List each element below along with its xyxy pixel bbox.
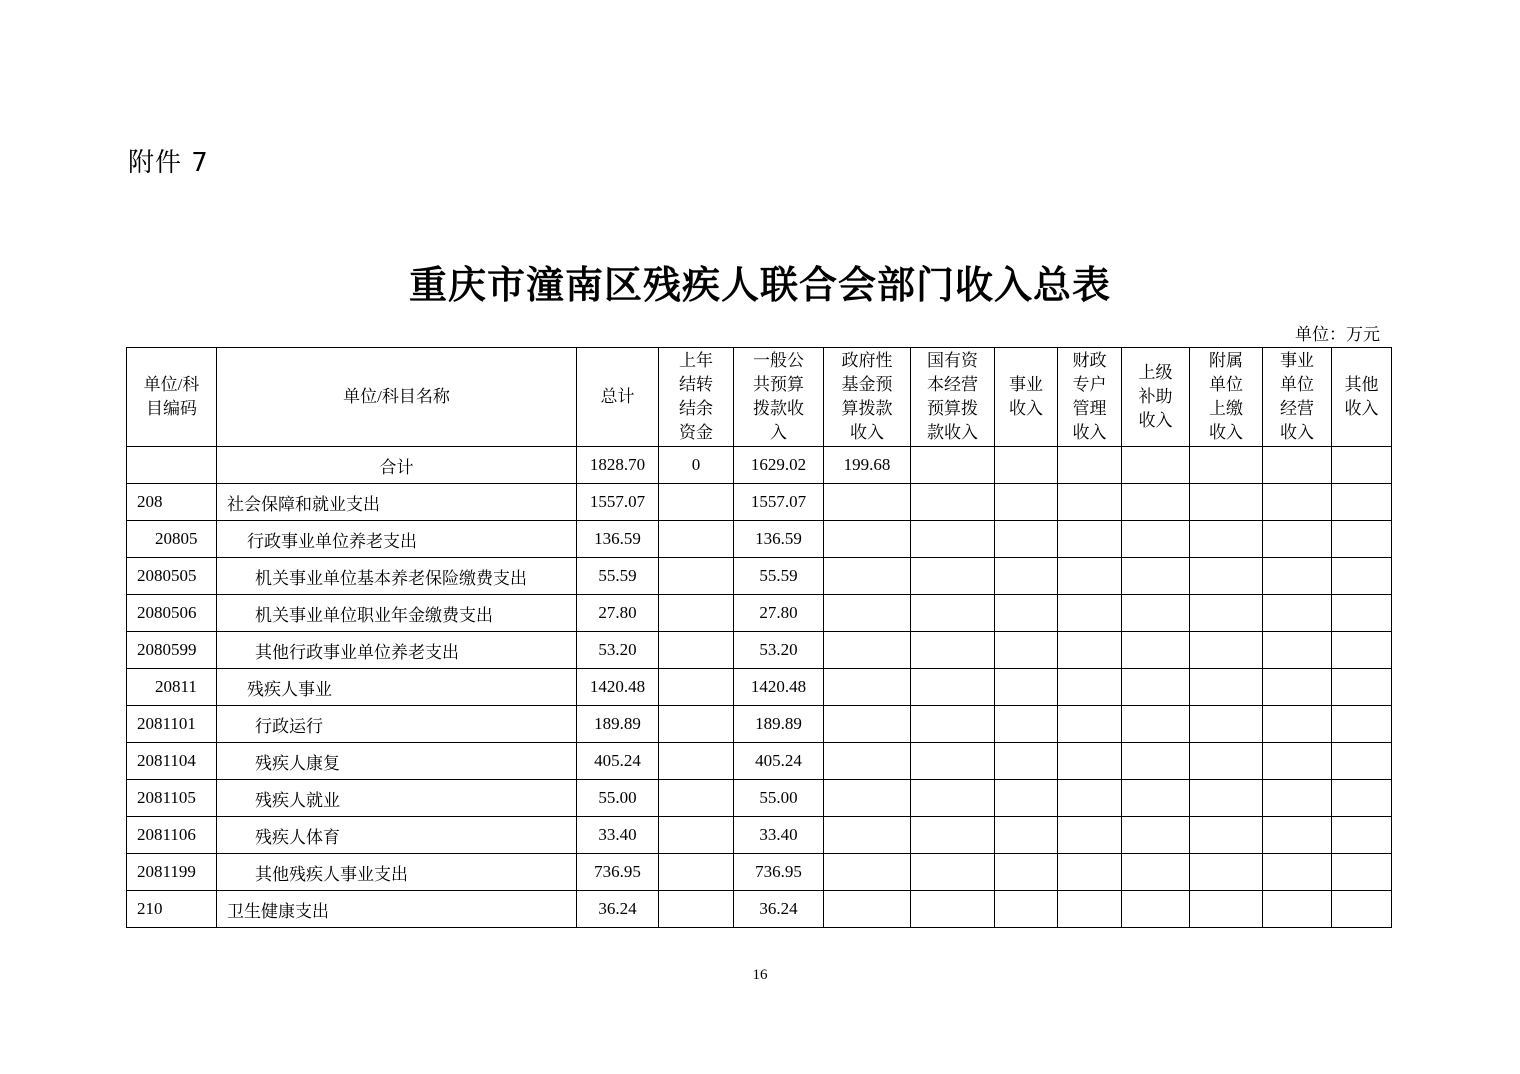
subject-code-cell: 2081104 bbox=[127, 743, 217, 780]
carryover-cell bbox=[659, 706, 734, 743]
other-cell bbox=[1332, 595, 1392, 632]
fiscal-account-cell bbox=[1058, 780, 1122, 817]
other-cell bbox=[1332, 817, 1392, 854]
page-title: 重庆市潼南区残疾人联合会部门收入总表 bbox=[408, 262, 1111, 307]
general-budget-cell: 33.40 bbox=[734, 817, 824, 854]
table-row bbox=[127, 484, 1392, 521]
operating-cell bbox=[1263, 447, 1332, 484]
subject-code-cell: 20805 bbox=[127, 521, 217, 558]
table-row bbox=[127, 891, 1392, 928]
subject-code-cell: 20811 bbox=[127, 669, 217, 706]
other-cell bbox=[1332, 669, 1392, 706]
column-header: 单位/科目名称 bbox=[217, 348, 577, 447]
subject-name-cell: 机关事业单位基本养老保险缴费支出 bbox=[217, 558, 577, 595]
attachment-label: 附件 7 bbox=[128, 148, 209, 178]
fiscal-account-cell bbox=[1058, 743, 1122, 780]
other-cell bbox=[1332, 521, 1392, 558]
subject-name-cell: 残疾人体育 bbox=[217, 817, 577, 854]
table-body bbox=[127, 447, 1392, 928]
operating-cell bbox=[1263, 558, 1332, 595]
state-capital-cell bbox=[911, 521, 995, 558]
gov-fund-cell: 199.68 bbox=[824, 447, 911, 484]
subject-code-cell: 2080505 bbox=[127, 558, 217, 595]
subject-code-cell: 210 bbox=[127, 891, 217, 928]
state-capital-cell bbox=[911, 558, 995, 595]
state-capital-cell bbox=[911, 669, 995, 706]
column-header: 附属 单位 上缴 收入 bbox=[1190, 348, 1263, 447]
fiscal-account-cell bbox=[1058, 817, 1122, 854]
fiscal-account-cell bbox=[1058, 595, 1122, 632]
table-row bbox=[127, 521, 1392, 558]
subject-name-cell: 残疾人就业 bbox=[217, 780, 577, 817]
page-number: 16 bbox=[752, 967, 768, 983]
subject-code-cell: 2081105 bbox=[127, 780, 217, 817]
table-row bbox=[127, 706, 1392, 743]
column-header: 国有资 本经营 预算拨 款收入 bbox=[911, 348, 995, 447]
fiscal-account-cell bbox=[1058, 484, 1122, 521]
column-header: 事业 单位 经营 收入 bbox=[1263, 348, 1332, 447]
general-budget-cell: 55.00 bbox=[734, 780, 824, 817]
fiscal-account-cell bbox=[1058, 669, 1122, 706]
business-income-cell bbox=[995, 521, 1058, 558]
higher-subsidy-cell bbox=[1122, 484, 1190, 521]
affiliated-cell bbox=[1190, 817, 1263, 854]
subject-code-cell: 2081199 bbox=[127, 854, 217, 891]
general-budget-cell: 1629.02 bbox=[734, 447, 824, 484]
state-capital-cell bbox=[911, 706, 995, 743]
general-budget-cell: 27.80 bbox=[734, 595, 824, 632]
carryover-cell bbox=[659, 817, 734, 854]
affiliated-cell bbox=[1190, 743, 1263, 780]
business-income-cell bbox=[995, 632, 1058, 669]
higher-subsidy-cell bbox=[1122, 632, 1190, 669]
subject-code-cell bbox=[127, 447, 217, 484]
column-header: 事业 收入 bbox=[995, 348, 1058, 447]
state-capital-cell bbox=[911, 891, 995, 928]
general-budget-cell: 1420.48 bbox=[734, 669, 824, 706]
gov-fund-cell bbox=[824, 743, 911, 780]
affiliated-cell bbox=[1190, 447, 1263, 484]
affiliated-cell bbox=[1190, 706, 1263, 743]
total-cell: 1828.70 bbox=[577, 447, 659, 484]
carryover-cell bbox=[659, 854, 734, 891]
affiliated-cell bbox=[1190, 669, 1263, 706]
higher-subsidy-cell bbox=[1122, 891, 1190, 928]
operating-cell bbox=[1263, 595, 1332, 632]
header-row bbox=[127, 348, 1392, 447]
table-header bbox=[127, 348, 1392, 447]
operating-cell bbox=[1263, 706, 1332, 743]
operating-cell bbox=[1263, 854, 1332, 891]
state-capital-cell bbox=[911, 484, 995, 521]
general-budget-cell: 136.59 bbox=[734, 521, 824, 558]
state-capital-cell bbox=[911, 632, 995, 669]
affiliated-cell bbox=[1190, 558, 1263, 595]
gov-fund-cell bbox=[824, 891, 911, 928]
other-cell bbox=[1332, 780, 1392, 817]
column-header: 政府性 基金预 算拨款 收入 bbox=[824, 348, 911, 447]
other-cell bbox=[1332, 484, 1392, 521]
subject-name-cell: 行政运行 bbox=[217, 706, 577, 743]
operating-cell bbox=[1263, 743, 1332, 780]
carryover-cell bbox=[659, 595, 734, 632]
higher-subsidy-cell bbox=[1122, 706, 1190, 743]
affiliated-cell bbox=[1190, 780, 1263, 817]
affiliated-cell bbox=[1190, 521, 1263, 558]
business-income-cell bbox=[995, 484, 1058, 521]
fiscal-account-cell bbox=[1058, 891, 1122, 928]
operating-cell bbox=[1263, 521, 1332, 558]
gov-fund-cell bbox=[824, 595, 911, 632]
table-row bbox=[127, 817, 1392, 854]
general-budget-cell: 1557.07 bbox=[734, 484, 824, 521]
higher-subsidy-cell bbox=[1122, 595, 1190, 632]
state-capital-cell bbox=[911, 447, 995, 484]
operating-cell bbox=[1263, 484, 1332, 521]
fiscal-account-cell bbox=[1058, 558, 1122, 595]
gov-fund-cell bbox=[824, 706, 911, 743]
subject-code-cell: 2081106 bbox=[127, 817, 217, 854]
carryover-cell bbox=[659, 780, 734, 817]
business-income-cell bbox=[995, 891, 1058, 928]
other-cell bbox=[1332, 854, 1392, 891]
total-cell: 36.24 bbox=[577, 891, 659, 928]
carryover-cell: 0 bbox=[659, 447, 734, 484]
state-capital-cell bbox=[911, 595, 995, 632]
higher-subsidy-cell bbox=[1122, 669, 1190, 706]
general-budget-cell: 736.95 bbox=[734, 854, 824, 891]
column-header: 单位/科 目编码 bbox=[127, 348, 217, 447]
carryover-cell bbox=[659, 521, 734, 558]
gov-fund-cell bbox=[824, 558, 911, 595]
table-row bbox=[127, 743, 1392, 780]
total-cell: 55.59 bbox=[577, 558, 659, 595]
state-capital-cell bbox=[911, 780, 995, 817]
higher-subsidy-cell bbox=[1122, 447, 1190, 484]
column-header: 上级 补助 收入 bbox=[1122, 348, 1190, 447]
other-cell bbox=[1332, 891, 1392, 928]
business-income-cell bbox=[995, 706, 1058, 743]
column-header: 财政 专户 管理 收入 bbox=[1058, 348, 1122, 447]
total-cell: 136.59 bbox=[577, 521, 659, 558]
general-budget-cell: 53.20 bbox=[734, 632, 824, 669]
column-header: 其他 收入 bbox=[1332, 348, 1392, 447]
total-cell: 189.89 bbox=[577, 706, 659, 743]
general-budget-cell: 36.24 bbox=[734, 891, 824, 928]
general-budget-cell: 55.59 bbox=[734, 558, 824, 595]
other-cell bbox=[1332, 447, 1392, 484]
subject-name-cell: 合计 bbox=[217, 447, 577, 484]
column-header: 总计 bbox=[577, 348, 659, 447]
subject-name-cell: 社会保障和就业支出 bbox=[217, 484, 577, 521]
other-cell bbox=[1332, 706, 1392, 743]
business-income-cell bbox=[995, 780, 1058, 817]
gov-fund-cell bbox=[824, 632, 911, 669]
fiscal-account-cell bbox=[1058, 706, 1122, 743]
other-cell bbox=[1332, 558, 1392, 595]
gov-fund-cell bbox=[824, 780, 911, 817]
business-income-cell bbox=[995, 595, 1058, 632]
total-cell: 55.00 bbox=[577, 780, 659, 817]
carryover-cell bbox=[659, 632, 734, 669]
operating-cell bbox=[1263, 817, 1332, 854]
table-row bbox=[127, 669, 1392, 706]
column-header: 一般公 共预算 拨款收 入 bbox=[734, 348, 824, 447]
higher-subsidy-cell bbox=[1122, 817, 1190, 854]
column-header: 上年 结转 结余 资金 bbox=[659, 348, 734, 447]
income-table bbox=[126, 347, 1392, 928]
carryover-cell bbox=[659, 558, 734, 595]
state-capital-cell bbox=[911, 854, 995, 891]
carryover-cell bbox=[659, 743, 734, 780]
fiscal-account-cell bbox=[1058, 447, 1122, 484]
other-cell bbox=[1332, 632, 1392, 669]
affiliated-cell bbox=[1190, 595, 1263, 632]
higher-subsidy-cell bbox=[1122, 743, 1190, 780]
gov-fund-cell bbox=[824, 854, 911, 891]
table-row bbox=[127, 447, 1392, 484]
higher-subsidy-cell bbox=[1122, 558, 1190, 595]
subject-name-cell: 卫生健康支出 bbox=[217, 891, 577, 928]
operating-cell bbox=[1263, 632, 1332, 669]
subject-name-cell: 残疾人康复 bbox=[217, 743, 577, 780]
fiscal-account-cell bbox=[1058, 854, 1122, 891]
operating-cell bbox=[1263, 780, 1332, 817]
affiliated-cell bbox=[1190, 854, 1263, 891]
gov-fund-cell bbox=[824, 669, 911, 706]
state-capital-cell bbox=[911, 743, 995, 780]
gov-fund-cell bbox=[824, 484, 911, 521]
general-budget-cell: 189.89 bbox=[734, 706, 824, 743]
table-row bbox=[127, 780, 1392, 817]
other-cell bbox=[1332, 743, 1392, 780]
total-cell: 405.24 bbox=[577, 743, 659, 780]
total-cell: 1557.07 bbox=[577, 484, 659, 521]
business-income-cell bbox=[995, 743, 1058, 780]
higher-subsidy-cell bbox=[1122, 521, 1190, 558]
fiscal-account-cell bbox=[1058, 521, 1122, 558]
business-income-cell bbox=[995, 558, 1058, 595]
state-capital-cell bbox=[911, 817, 995, 854]
subject-name-cell: 其他残疾人事业支出 bbox=[217, 854, 577, 891]
table-row bbox=[127, 632, 1392, 669]
subject-code-cell: 2080599 bbox=[127, 632, 217, 669]
affiliated-cell bbox=[1190, 891, 1263, 928]
subject-code-cell: 208 bbox=[127, 484, 217, 521]
gov-fund-cell bbox=[824, 521, 911, 558]
subject-name-cell: 行政事业单位养老支出 bbox=[217, 521, 577, 558]
table-row bbox=[127, 854, 1392, 891]
business-income-cell bbox=[995, 854, 1058, 891]
table-row bbox=[127, 558, 1392, 595]
carryover-cell bbox=[659, 669, 734, 706]
subject-code-cell: 2081101 bbox=[127, 706, 217, 743]
total-cell: 736.95 bbox=[577, 854, 659, 891]
operating-cell bbox=[1263, 891, 1332, 928]
total-cell: 53.20 bbox=[577, 632, 659, 669]
higher-subsidy-cell bbox=[1122, 854, 1190, 891]
subject-name-cell: 机关事业单位职业年金缴费支出 bbox=[217, 595, 577, 632]
subject-code-cell: 2080506 bbox=[127, 595, 217, 632]
total-cell: 1420.48 bbox=[577, 669, 659, 706]
fiscal-account-cell bbox=[1058, 632, 1122, 669]
table-row bbox=[127, 595, 1392, 632]
business-income-cell bbox=[995, 817, 1058, 854]
gov-fund-cell bbox=[824, 817, 911, 854]
carryover-cell bbox=[659, 484, 734, 521]
total-cell: 27.80 bbox=[577, 595, 659, 632]
subject-name-cell: 残疾人事业 bbox=[217, 669, 577, 706]
affiliated-cell bbox=[1190, 484, 1263, 521]
subject-name-cell: 其他行政事业单位养老支出 bbox=[217, 632, 577, 669]
operating-cell bbox=[1263, 669, 1332, 706]
higher-subsidy-cell bbox=[1122, 780, 1190, 817]
unit-note: 单位：万元 bbox=[1295, 325, 1380, 344]
affiliated-cell bbox=[1190, 632, 1263, 669]
general-budget-cell: 405.24 bbox=[734, 743, 824, 780]
total-cell: 33.40 bbox=[577, 817, 659, 854]
business-income-cell bbox=[995, 669, 1058, 706]
business-income-cell bbox=[995, 447, 1058, 484]
carryover-cell bbox=[659, 891, 734, 928]
